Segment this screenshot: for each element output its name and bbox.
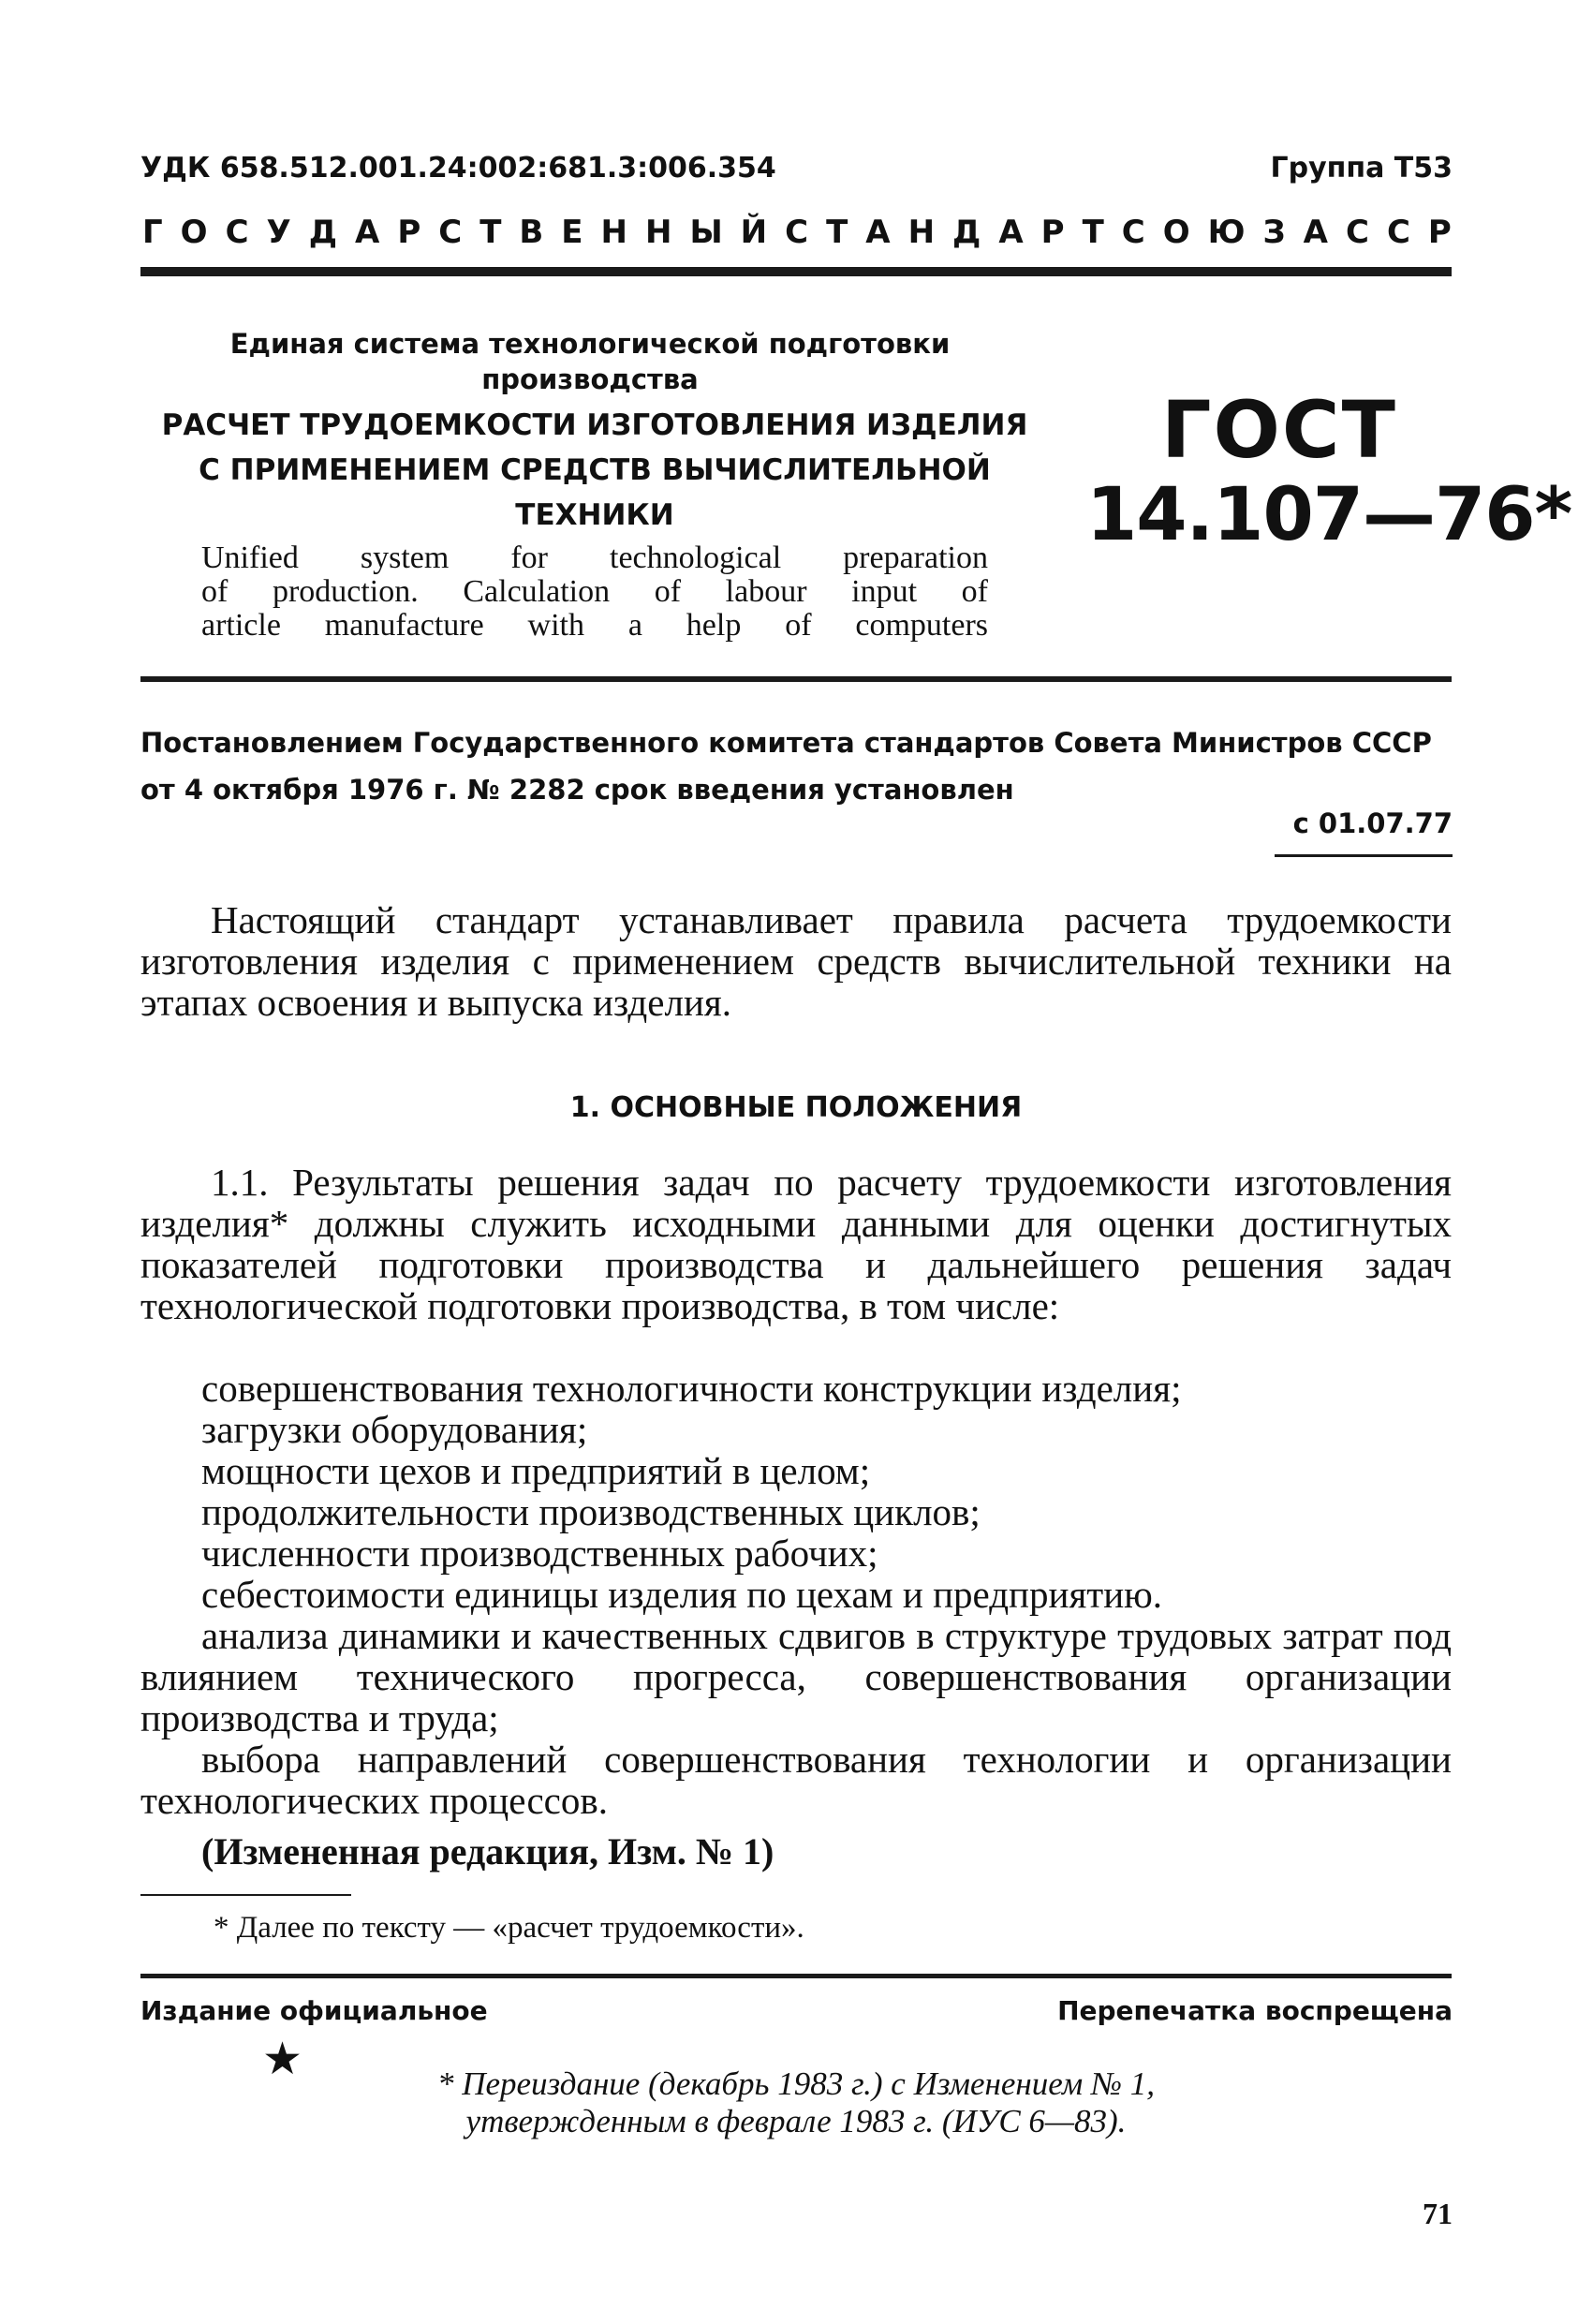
header-divider — [140, 267, 1452, 276]
english-title-line: of production. Calculation of labour input of — [201, 574, 988, 609]
state-word: ГОСУДАРСТВЕННЫЙ — [142, 214, 786, 251]
star-icon: ★ — [262, 2035, 303, 2084]
footer-divider — [140, 1974, 1452, 1978]
list-item-long: анализа динамики и качественных сдвигов в структуре трудовых затрат под влиянием технического прогресса, совершенствования организации производства и труда; — [140, 1614, 1452, 1739]
udk-code: УДК 658.512.001.24:002:681.3:006.354 — [140, 152, 776, 185]
reissue-note: * Переиздание (декабрь 1983 г.) с Изменением № 1, утвержденным в феврале 1983 г. (ИУС 6—83). — [436, 2065, 1156, 2139]
gost-number: 14.107—76* — [1086, 473, 1572, 557]
footnote-divider — [140, 1894, 351, 1896]
decree-text: Постановлением Государственного комитета стандартов Совета Министров СССР от 4 октября 1976 г. № 2282 срок введения установлен — [140, 727, 1432, 806]
effective-date: с 01.07.77 — [1292, 807, 1453, 839]
english-title-line: Unified system for technological preparation — [201, 540, 988, 575]
list-item: себестоимости единицы изделия по цехам и предприятию. — [201, 1573, 1163, 1616]
title-divider — [140, 676, 1452, 682]
reprint-prohibited-label: Перепечатка воспрещена — [1057, 1995, 1453, 2026]
group-code: Группа Т53 — [1270, 152, 1453, 185]
list-item: продолжительности производственных циклов; — [201, 1490, 981, 1533]
list-item: мощности цехов и предприятий в целом; — [201, 1449, 871, 1492]
gost-label: ГОСТ — [1161, 384, 1397, 476]
state-word: ССР — [1346, 214, 1469, 251]
list-item: совершенствования технологичности конструкции изделия; — [201, 1367, 1182, 1410]
state-standard-heading — [142, 214, 1469, 251]
page-number: 71 — [1423, 2197, 1453, 2230]
changed-edition-note: (Измененная редакция, Изм. № 1) — [201, 1830, 774, 1873]
effective-date-underline — [1275, 854, 1453, 857]
system-name: Единая система технологической подготовки производства — [229, 328, 951, 395]
list-item: численности производственных рабочих; — [201, 1532, 878, 1575]
purpose-list — [201, 1368, 1452, 1615]
paragraph-1-1: 1.1. Результаты решения задач по расчету трудоемкости изготовления изделия* должны служить исходными данными для оценки достигнутых показателей подготовки производства и дальнейшего решения задач технологической подготовки производства, в том числе: — [140, 1161, 1452, 1327]
english-title-line: article manufacture with a help of computers — [201, 608, 988, 643]
english-title — [201, 541, 988, 643]
state-word: СОЮЗА — [1121, 214, 1346, 251]
official-edition-label: Издание официальное — [140, 1995, 488, 2026]
standard-title: РАСЧЕТ ТРУДОЕМКОСТИ ИЗГОТОВЛЕНИЯ ИЗДЕЛИЯ С ПРИМЕНЕНИЕМ СРЕДСТВ ВЫЧИСЛИТЕЛЬНОЙ ТЕХНИКИ — [161, 408, 1028, 532]
intro-paragraph: Настоящий стандарт устанавливает правила расчета трудоемкости изготовления изделия с применением средств вычислительной техники на этапах освоения и выпуска изделия. — [140, 898, 1452, 1024]
list-item-long: выбора направлений совершенствования технологии и организации технологических процессов. — [140, 1738, 1452, 1822]
list-item: загрузки оборудования; — [201, 1408, 588, 1451]
state-word: СТАНДАРТ — [785, 214, 1122, 251]
section-title: 1. ОСНОВНЫЕ ПОЛОЖЕНИЯ — [569, 1091, 1023, 1124]
footnote: * Далее по тексту — «расчет трудоемкости». — [214, 1911, 804, 1945]
